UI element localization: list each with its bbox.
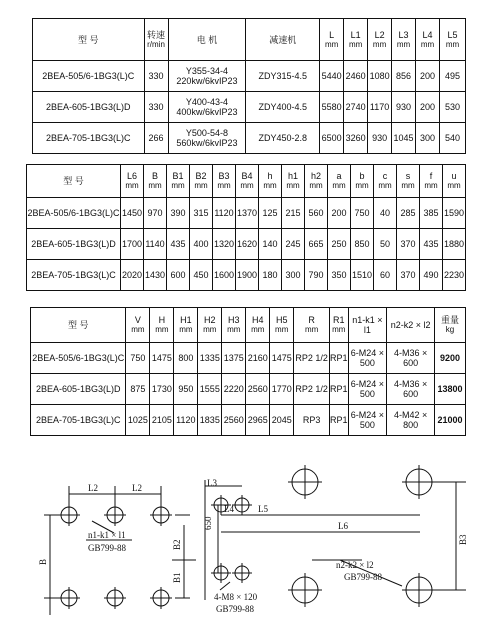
- header-label: R1: [333, 315, 345, 325]
- header-label: B: [151, 171, 158, 181]
- value-cell: 450: [190, 260, 213, 291]
- value-cell: 1430: [144, 260, 167, 291]
- value-cell: 1120: [174, 405, 198, 436]
- header-label: L2: [374, 29, 385, 40]
- header-label: b: [359, 171, 365, 181]
- value-cell: 1700: [121, 229, 144, 260]
- value-cell: 750: [351, 198, 374, 229]
- left-bolt-holes: [58, 504, 172, 609]
- value-cell: 215: [282, 198, 305, 229]
- model-cell: 2BEA-705-1BG3(L)C: [33, 123, 145, 154]
- header-unit: mm: [372, 39, 387, 49]
- dim-l2-b: L2: [132, 483, 142, 493]
- dim-b3: B3: [458, 534, 468, 545]
- value-cell: 2230: [443, 260, 466, 291]
- model-cell: 2BEA-505/6-1BG3(L)C: [31, 343, 126, 374]
- value-cell: 125: [259, 198, 282, 229]
- header-label: 转速: [147, 29, 166, 40]
- header-unit: mm: [148, 181, 162, 190]
- value-cell: 1600: [213, 260, 236, 291]
- header-label: L: [329, 29, 335, 40]
- header-label: L5: [447, 29, 458, 40]
- dim-b: B: [38, 558, 48, 565]
- header-unit: mm: [445, 39, 460, 49]
- value-cell: 285: [397, 198, 420, 229]
- header-unit: mm: [155, 325, 169, 334]
- value-cell: 2560: [246, 374, 270, 405]
- header-unit: mm: [194, 181, 208, 190]
- header-label: h1: [287, 171, 298, 181]
- value-cell: 850: [351, 229, 374, 260]
- value-cell: 5440: [320, 61, 344, 92]
- value-cell: 800: [174, 343, 198, 374]
- value-cell: 180: [259, 260, 282, 291]
- value-cell: 1450: [121, 198, 144, 229]
- header-label: H3: [228, 315, 240, 325]
- header-label: V: [134, 315, 141, 325]
- note-n1-std: GB799-88: [88, 543, 126, 553]
- value-cell: 2020: [121, 260, 144, 291]
- value-cell: 1620: [236, 229, 259, 260]
- value-cell: 2105: [150, 405, 174, 436]
- value-cell: 560: [305, 198, 328, 229]
- value-cell: 930: [368, 123, 392, 154]
- value-cell: 790: [305, 260, 328, 291]
- value-cell: 1335: [198, 343, 222, 374]
- value-cell: 370: [397, 229, 420, 260]
- reducer-cell: ZDY400-4.5: [246, 92, 320, 123]
- header-unit: mm: [332, 325, 346, 334]
- value-cell: 245: [282, 229, 305, 260]
- value-cell: 600: [167, 260, 190, 291]
- right-bolt-holes: [288, 465, 436, 607]
- value-cell: 856: [392, 61, 416, 92]
- value-cell: 2045: [270, 405, 294, 436]
- value-cell: 60: [374, 260, 397, 291]
- header-label: 型 号: [63, 176, 84, 186]
- value-cell: 1730: [150, 374, 174, 405]
- value-cell: 1170: [368, 92, 392, 123]
- value-cell: 200: [416, 92, 440, 123]
- header-unit: mm: [203, 325, 217, 334]
- header-label: f: [429, 171, 433, 181]
- header-label: h2: [310, 171, 321, 181]
- value-cell: 315: [190, 198, 213, 229]
- header-label: L1: [350, 29, 361, 40]
- value-cell: 1045: [392, 123, 416, 154]
- header-label: 电 机: [196, 34, 218, 45]
- value-cell: 140: [259, 229, 282, 260]
- value-cell: 750: [126, 343, 150, 374]
- header-unit: mm: [355, 181, 369, 190]
- value-cell: 1375: [222, 343, 246, 374]
- header-unit: mm: [304, 325, 319, 334]
- value-cell: 40: [374, 198, 397, 229]
- model-cell: 2BEA-505/6-1BG3(L)C: [33, 61, 145, 92]
- value-cell: 1770: [270, 374, 294, 405]
- value-cell: 370: [397, 260, 420, 291]
- dim-b1: B1: [172, 572, 182, 583]
- header-unit: mm: [171, 181, 185, 190]
- motor-line: Y400-43-4: [185, 97, 228, 107]
- value-cell: RP1: [330, 343, 349, 374]
- note-m8: 4-M8 × 120: [214, 592, 258, 602]
- header-unit: r/min: [147, 39, 165, 49]
- value-cell: 6500: [320, 123, 344, 154]
- header-label: B4: [241, 171, 253, 181]
- header-label: u: [451, 171, 457, 181]
- value-cell: 435: [420, 229, 443, 260]
- speed-cell: 330: [144, 61, 168, 92]
- header-label: B2: [195, 171, 207, 181]
- value-cell: 1475: [270, 343, 294, 374]
- header-label: L6: [126, 171, 137, 181]
- header-label: n1-k1 × l1: [352, 315, 383, 335]
- reducer-cell: ZDY450-2.8: [246, 123, 320, 154]
- value-cell: 1555: [198, 374, 222, 405]
- header-label: L4: [422, 29, 433, 40]
- value-cell: 6-M24 × 500: [348, 374, 387, 405]
- header-unit: mm: [179, 325, 193, 334]
- header-unit: mm: [324, 39, 339, 49]
- value-cell: 2220: [222, 374, 246, 405]
- header-label: 型 号: [67, 320, 89, 330]
- value-cell: 490: [420, 260, 443, 291]
- header-label: H5: [275, 315, 288, 325]
- dim-l5: L5: [258, 504, 268, 514]
- value-cell: RP2 1/2: [294, 374, 330, 405]
- value-cell: 200: [416, 61, 440, 92]
- value-cell: 390: [167, 198, 190, 229]
- dim-l2-a: L2: [88, 483, 98, 493]
- value-cell: 530: [439, 92, 465, 123]
- header-unit: mm: [251, 325, 265, 334]
- value-cell: 385: [420, 198, 443, 229]
- header-unit: mm: [217, 181, 231, 190]
- header-unit: kg: [445, 325, 455, 334]
- header-unit: mm: [309, 181, 323, 190]
- value-cell: 200: [328, 198, 351, 229]
- header-unit: mm: [227, 325, 241, 334]
- header-label: B3: [218, 171, 230, 181]
- header-label: 型 号: [78, 34, 99, 45]
- value-cell: 875: [126, 374, 150, 405]
- value-cell: 540: [439, 123, 465, 154]
- value-cell: 1025: [126, 405, 150, 436]
- model-cell: 2BEA-505/6-1BG3(L)C: [27, 198, 121, 229]
- value-cell: 1880: [443, 229, 466, 260]
- model-cell: 2BEA-705-1BG3(L)C: [27, 260, 121, 291]
- header-label: L3: [398, 29, 409, 40]
- header-label: 减速机: [269, 34, 297, 45]
- model-cell: 2BEA-605-1BG3(L)D: [31, 374, 126, 405]
- header-unit: mm: [396, 39, 411, 49]
- header-unit: mm: [131, 325, 145, 334]
- value-cell: 4-M36 × 600: [387, 374, 435, 405]
- dim-l6: L6: [338, 521, 348, 531]
- header-unit: mm: [240, 181, 254, 190]
- value-cell: 1900: [236, 260, 259, 291]
- header-unit: mm: [348, 39, 363, 49]
- value-cell: 2560: [222, 405, 246, 436]
- value-cell: 2160: [246, 343, 270, 374]
- header-unit: mm: [447, 181, 461, 190]
- note-m8-std: GB799-88: [216, 604, 254, 614]
- model-cell: 2BEA-605-1BG3(L)D: [27, 229, 121, 260]
- value-cell: 2460: [344, 61, 368, 92]
- value-cell: 1080: [368, 61, 392, 92]
- header-label: H2: [204, 315, 216, 325]
- note-n2: n2-k2 × l2: [336, 560, 374, 570]
- header-label: B1: [172, 171, 184, 181]
- value-cell: 300: [416, 123, 440, 154]
- value-cell: 1590: [443, 198, 466, 229]
- header-unit: mm: [286, 181, 300, 190]
- dim-b2: B2: [172, 539, 182, 550]
- motor-line: 400kw/6kvIP23: [176, 107, 238, 117]
- header-unit: mm: [263, 181, 277, 190]
- value-cell: 50: [374, 229, 397, 260]
- model-cell: 2BEA-705-1BG3(L)C: [31, 405, 126, 436]
- header-unit: mm: [332, 181, 346, 190]
- value-cell: 350: [328, 260, 351, 291]
- value-cell: 950: [174, 374, 198, 405]
- header-label: H: [158, 315, 166, 325]
- speed-cell: 330: [144, 92, 168, 123]
- header-label: n2-k2 × l2: [390, 320, 431, 330]
- value-cell: RP1: [330, 405, 349, 436]
- value-cell: 250: [328, 229, 351, 260]
- value-cell: 400: [190, 229, 213, 260]
- value-cell: 13800: [435, 374, 466, 405]
- header-unit: mm: [275, 325, 289, 334]
- value-cell: 1510: [351, 260, 374, 291]
- value-cell: 970: [144, 198, 167, 229]
- value-cell: 6-M24 × 500: [348, 405, 387, 436]
- header-label: h: [267, 171, 273, 181]
- motor-line: Y500-54-8: [185, 128, 228, 138]
- value-cell: 9200: [435, 343, 466, 374]
- value-cell: 5580: [320, 92, 344, 123]
- value-cell: 435: [167, 229, 190, 260]
- header-unit: mm: [378, 181, 392, 190]
- dim-650: 650: [203, 516, 213, 530]
- value-cell: 495: [439, 61, 465, 92]
- header-unit: mm: [420, 39, 435, 49]
- value-cell: RP3: [294, 405, 330, 436]
- header-label: a: [336, 171, 342, 181]
- header-label: c: [382, 171, 388, 181]
- header-label: R: [308, 315, 315, 325]
- motor-line: 560kw/6kvIP23: [176, 138, 238, 148]
- header-unit: mm: [125, 181, 139, 190]
- header-unit: mm: [401, 181, 415, 190]
- value-cell: 2740: [344, 92, 368, 123]
- note-n1: n1-k1 × l1: [88, 530, 126, 540]
- motor-line: Y355-34-4: [185, 66, 228, 76]
- value-cell: 1475: [150, 343, 174, 374]
- dim-l3: L3: [207, 478, 217, 488]
- value-cell: 4-M42 × 800: [387, 405, 435, 436]
- value-cell: 4-M36 × 600: [387, 343, 435, 374]
- value-cell: 2965: [246, 405, 270, 436]
- value-cell: 300: [282, 260, 305, 291]
- value-cell: 6-M24 × 500: [348, 343, 387, 374]
- value-cell: 21000: [435, 405, 466, 436]
- value-cell: 1120: [213, 198, 236, 229]
- motor-line: 220kw/6kvIP23: [176, 76, 238, 86]
- model-cell: 2BEA-605-1BG3(L)D: [33, 92, 145, 123]
- dim-l4: L4: [224, 504, 234, 514]
- value-cell: 1320: [213, 229, 236, 260]
- note-n2-std: GB799-88: [344, 572, 382, 582]
- value-cell: RP1: [330, 374, 349, 405]
- value-cell: 3260: [344, 123, 368, 154]
- value-cell: 1835: [198, 405, 222, 436]
- value-cell: 665: [305, 229, 328, 260]
- value-cell: 930: [392, 92, 416, 123]
- header-label: H1: [180, 315, 192, 325]
- value-cell: RP2 1/2: [294, 343, 330, 374]
- header-label: 重量: [440, 315, 459, 325]
- speed-cell: 266: [144, 123, 168, 154]
- header-label: H4: [251, 315, 264, 325]
- header-label: s: [405, 171, 411, 181]
- value-cell: 1140: [144, 229, 167, 260]
- header-unit: mm: [424, 181, 438, 190]
- value-cell: 1370: [236, 198, 259, 229]
- reducer-cell: ZDY315-4.5: [246, 61, 320, 92]
